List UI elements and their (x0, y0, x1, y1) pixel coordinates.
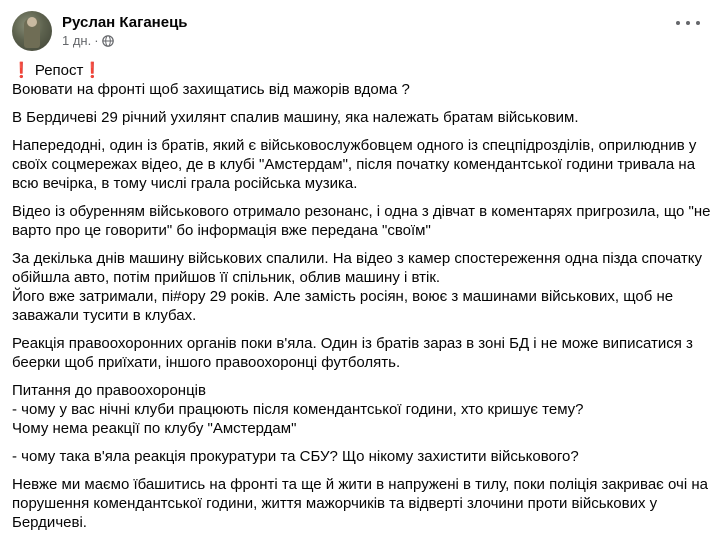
post-time-row (62, 33, 188, 49)
repost-line (12, 61, 712, 80)
separator-dot: · (94, 33, 99, 48)
post-paragraph: Його вже затримали, пі#ору 29 років. Але замість росіян, воює з машинами військових, щоб не заважали тусити в клубах. (12, 288, 674, 324)
exclamation-icon: ❗ (83, 62, 103, 79)
post-paragraph: Чому нема реакції по клубу "Амстердам" (12, 420, 297, 437)
post-paragraph: Реакція правоохоронних органів поки в'яла. Один із братів зараз в зоні БД і не може виписатися з беерки щоб приїхати, іншого правоохоронці футболять. (12, 335, 693, 371)
post-paragraph: - чому у вас нічні клуби працюють після комендантської години, хто кришує тему? (12, 401, 584, 418)
post-paragraph: В Бердичеві 29 річний ухилянт спалив машину, яка належать братам військовим. (12, 109, 579, 126)
post-paragraph: Невже ми маємо їбашитись на фронті та ще й жити в напружені в тилу, поки поліція закриває очі на порушення комендантської години, життя мажорчиків та відверті злочини проти військових у Бердичеві. (12, 476, 708, 531)
post-paragraph: За декілька днів машину військових спалили. На відео з камер спостереження одна пізда спочатку обійшла авто, потім прийшов її спільник, облив машину і втік. (12, 250, 703, 286)
post-paragraph: - чому така в'яла реакція прокуратури та СБУ? Що нікому захистити військового? (12, 448, 579, 465)
post-timestamp[interactable]: 1 дн. (62, 33, 92, 48)
post-paragraph: Воювати на фронті щоб захищатись від мажорів вдома ? (12, 81, 410, 98)
author-avatar[interactable] (12, 11, 52, 51)
post-meta (62, 13, 188, 49)
post-paragraph: Відео із обуренням військового отримало резонанс, і одна з дівчат в коментарях пригрозила, що "не варто про це говорити" бо інформація вже передана "своїм" (12, 203, 711, 239)
post-paragraph: Напередодні, один із братів, який є військовослужбовцем одного із спецпідрозділів, оприлюднив у своїх соцмережах відео, де в клубі "Амстердам", після початку комендантської години тривала на всю вечірка, в тому числі грала російська музика. (12, 137, 697, 192)
repost-label: Репост (34, 62, 84, 79)
exclamation-icon: ❗ (12, 62, 31, 79)
post-header (12, 9, 188, 53)
globe-icon[interactable] (102, 35, 114, 47)
post-paragraph: Питання до правоохоронців (12, 382, 206, 399)
more-options-icon[interactable] (676, 16, 700, 30)
author-name[interactable]: Руслан Каганець (62, 14, 188, 31)
post-body (12, 61, 712, 541)
